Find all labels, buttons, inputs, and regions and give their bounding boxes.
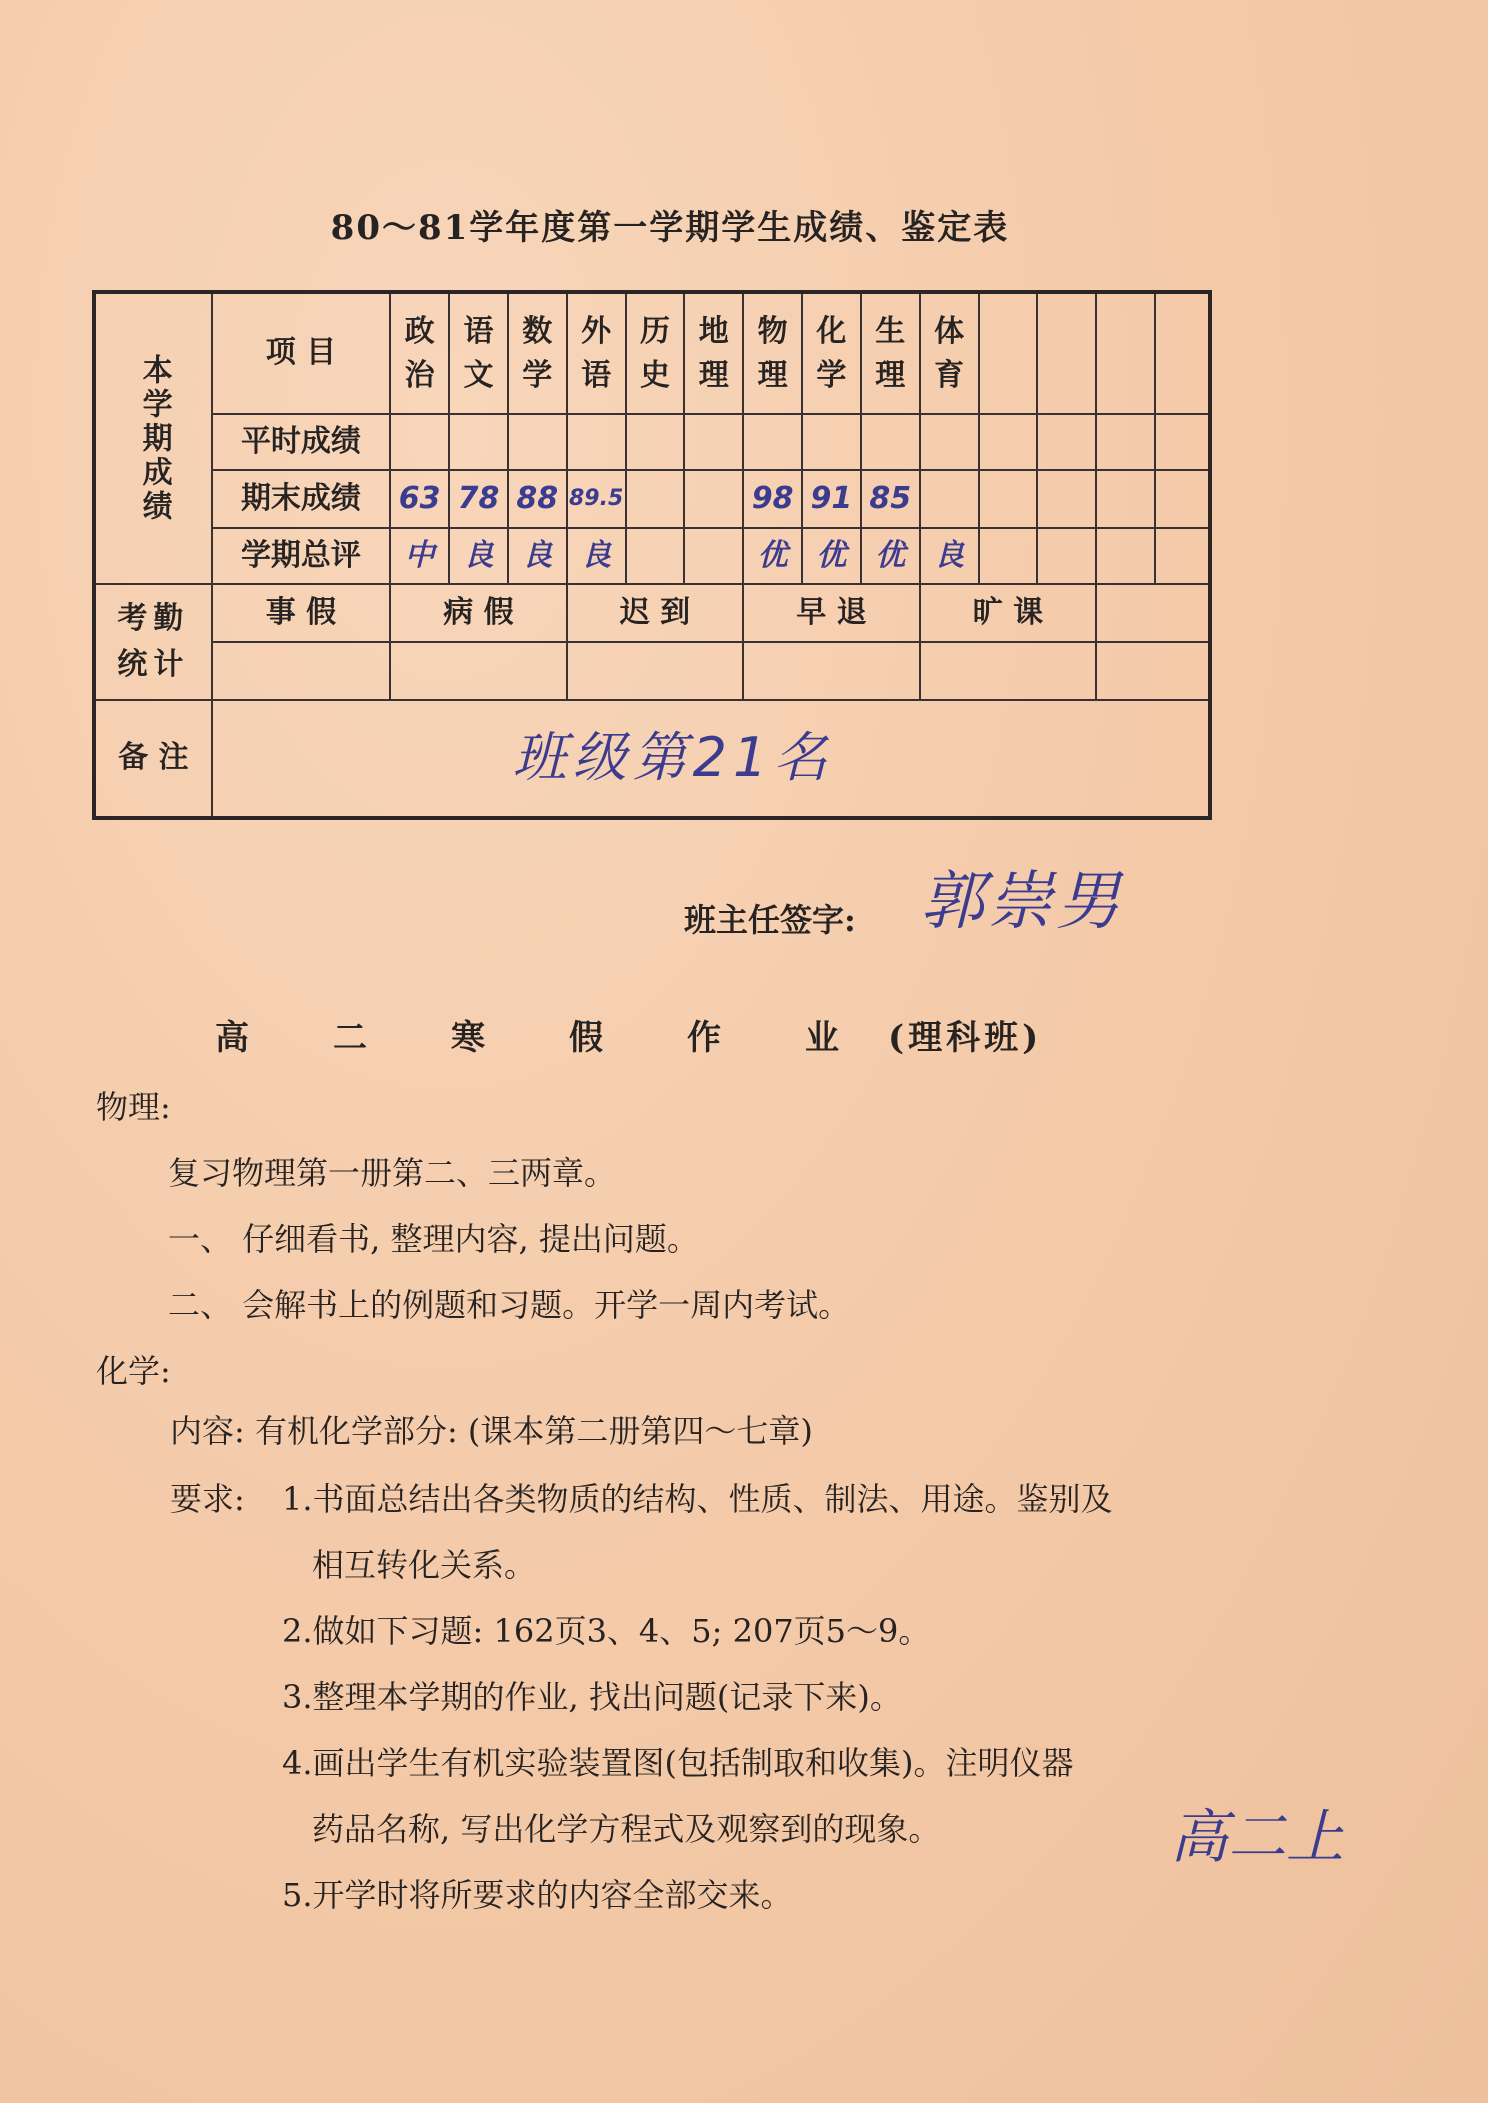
score-cell: 89.5 [567, 470, 626, 528]
remarks-label: 备 注 [94, 700, 212, 818]
row-label: 平时成绩 [212, 414, 391, 470]
subject-header-cell: 数学 [508, 292, 567, 414]
homework-title-note: (理科班) [888, 1018, 1043, 1058]
score-cell: 78 [449, 470, 508, 528]
score-cell [743, 414, 802, 470]
teacher-signature: 郭崇男 [920, 865, 1124, 939]
attendance-values-row [94, 642, 1210, 700]
score-cell [449, 414, 508, 470]
subject-header-cell: 体育 [920, 292, 979, 414]
final-score-row [94, 470, 1210, 528]
grade-cell [1096, 528, 1155, 584]
grades-table [92, 290, 1212, 820]
score-cell [1155, 470, 1210, 528]
regular-score-row [94, 414, 1210, 470]
subject-header-cell [979, 292, 1038, 414]
attendance-value [920, 642, 1096, 700]
score-cell [1096, 470, 1155, 528]
chemistry-heading: 化学: [96, 1352, 171, 1390]
score-cell [1037, 470, 1096, 528]
requirements-label: 要求: [170, 1480, 245, 1518]
requirement-line: 药品名称, 写出化学方程式及观察到的现象。 [312, 1810, 941, 1848]
attendance-category: 旷 课 [920, 584, 1096, 642]
signature-label: 班主任签字: [684, 901, 856, 939]
attendance-category: 早 退 [743, 584, 919, 642]
grade-cell [1037, 528, 1096, 584]
attendance-category: 病 假 [390, 584, 566, 642]
score-cell [626, 470, 685, 528]
subject-header-cell [1155, 292, 1210, 414]
chemistry-content: 内容: 有机化学部分: (课本第二册第四～七章) [170, 1412, 813, 1450]
physics-heading: 物理: [96, 1088, 171, 1126]
score-cell: 63 [390, 470, 449, 528]
score-cell: 88 [508, 470, 567, 528]
score-cell [684, 470, 743, 528]
score-cell [979, 470, 1038, 528]
grades-section-label: 本学期成绩 [136, 353, 172, 524]
physics-line: 二、 会解书上的例题和习题。开学一周内考试。 [168, 1286, 851, 1324]
item-header: 项 目 [212, 292, 391, 414]
requirement-line: 相互转化关系。 [312, 1546, 537, 1584]
score-cell [684, 414, 743, 470]
score-cell: 98 [743, 470, 802, 528]
requirement-line: 2.做如下习题: 162页3、4、5; 207页5～9。 [282, 1612, 931, 1650]
grade-cell [626, 528, 685, 584]
score-cell: 85 [861, 470, 920, 528]
score-cell [626, 414, 685, 470]
grade-cell: 良 [920, 528, 979, 584]
homework-title-main: 高二寒假作业 [215, 1018, 923, 1058]
score-cell [861, 414, 920, 470]
grades-section-label-cell [94, 292, 212, 584]
attendance-category: 迟 到 [567, 584, 743, 642]
score-cell [390, 414, 449, 470]
score-cell [508, 414, 567, 470]
score-cell [802, 414, 861, 470]
requirement-line: 5.开学时将所要求的内容全部交来。 [282, 1876, 793, 1914]
handwritten-grade-note: 高二上 [1170, 1803, 1345, 1871]
score-cell [1096, 414, 1155, 470]
requirement-line: 3.整理本学期的作业, 找出问题(记录下来)。 [282, 1678, 902, 1716]
attendance-label: 考勤统计 [117, 600, 190, 682]
score-cell [920, 414, 979, 470]
grade-cell [979, 528, 1038, 584]
attendance-value [212, 642, 391, 700]
subject-header-cell: 外语 [567, 292, 626, 414]
remarks-handwriting: 班级第21名 [512, 726, 834, 790]
score-cell [920, 470, 979, 528]
attendance-category: 事 假 [212, 584, 391, 642]
attendance-value [567, 642, 743, 700]
subject-header-cell: 物理 [743, 292, 802, 414]
subject-header-row [94, 292, 1210, 414]
score-cell [979, 414, 1038, 470]
attendance-label-cell [94, 584, 212, 700]
score-cell [567, 414, 626, 470]
subject-header-cell: 语文 [449, 292, 508, 414]
subject-header-cell: 地理 [684, 292, 743, 414]
subject-header-cell: 政治 [390, 292, 449, 414]
physics-line: 一、 仔细看书, 整理内容, 提出问题。 [168, 1220, 699, 1258]
attendance-value [1096, 642, 1210, 700]
term-evaluation-row [94, 528, 1210, 584]
score-cell [1155, 414, 1210, 470]
score-cell: 91 [802, 470, 861, 528]
document-title: 80～81学年度第一学期学生成绩、鉴定表 [330, 208, 1010, 248]
grade-cell: 优 [743, 528, 802, 584]
attendance-value [743, 642, 919, 700]
score-cell [1037, 414, 1096, 470]
grade-cell [1155, 528, 1210, 584]
grade-cell: 中 [390, 528, 449, 584]
physics-line: 复习物理第一册第二、三两章。 [168, 1154, 617, 1192]
remarks-content [212, 700, 1210, 818]
row-label: 期末成绩 [212, 470, 391, 528]
subject-header-cell: 化学 [802, 292, 861, 414]
grade-cell: 良 [508, 528, 567, 584]
subject-header-cell [1096, 292, 1155, 414]
grade-cell: 优 [861, 528, 920, 584]
subject-header-cell: 生理 [861, 292, 920, 414]
attendance-blank [1096, 584, 1210, 642]
grade-cell [684, 528, 743, 584]
grade-cell: 优 [802, 528, 861, 584]
remarks-row [94, 700, 1210, 818]
grade-cell: 良 [567, 528, 626, 584]
requirement-line: 4.画出学生有机实验装置图(包括制取和收集)。注明仪器 [282, 1744, 1074, 1782]
attendance-header-row [94, 584, 1210, 642]
subject-header-cell [1037, 292, 1096, 414]
row-label: 学期总评 [212, 528, 391, 584]
attendance-value [390, 642, 566, 700]
requirement-line: 1.书面总结出各类物质的结构、性质、制法、用途。鉴别及 [282, 1480, 1113, 1518]
subject-header-cell: 历史 [626, 292, 685, 414]
grade-cell: 良 [449, 528, 508, 584]
